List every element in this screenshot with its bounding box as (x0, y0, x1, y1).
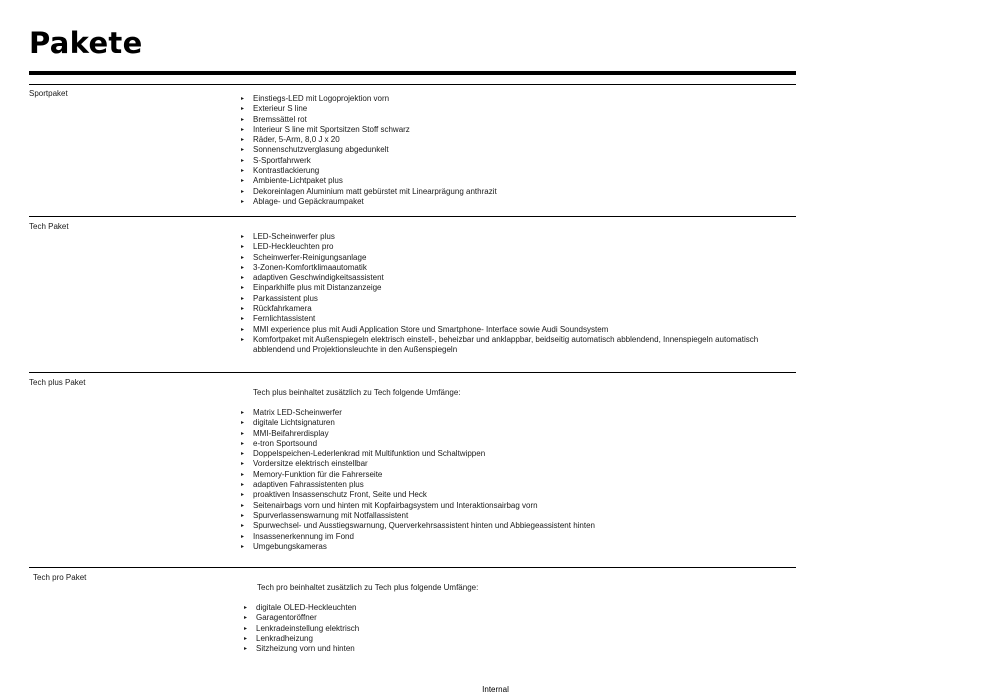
list-item-text: Scheinwerfer-Reinigungsanlage (253, 252, 367, 262)
list-item-text: Spurverlassenswarnung mit Notfallassistent (253, 510, 409, 520)
list-item (241, 283, 781, 293)
list-item (241, 335, 781, 356)
list-item (244, 613, 784, 623)
list-item (241, 325, 781, 335)
bullet-icon: ▸ (241, 178, 245, 185)
list-item-text: Kontrastlackierung (253, 166, 320, 176)
bullet-icon: ▸ (244, 646, 248, 653)
list-item (241, 408, 781, 418)
list-item (241, 135, 781, 145)
list-item-text: Exterieur S line (253, 104, 308, 114)
list-item (241, 176, 781, 186)
title-divider (29, 71, 796, 75)
list-item-text: Ablage- und Gepäckraumpaket (253, 196, 364, 206)
bullet-icon: ▸ (244, 615, 248, 622)
list-item-text: adaptiven Geschwindigkeitsassistent (253, 273, 384, 283)
package-items-tech-pro (244, 603, 784, 654)
bullet-icon: ▸ (241, 264, 245, 271)
list-item-text: Lenkradheizung (256, 633, 313, 643)
bullet-icon: ▸ (241, 410, 245, 416)
list-item (241, 104, 781, 114)
list-item-text: Spurwechsel- und Ausstiegswarnung, Querverkehrsassistent hinten und Abbiegeassistent hinten (253, 521, 595, 531)
bullet-icon: ▸ (241, 198, 245, 205)
list-item (241, 94, 781, 104)
list-item-text: Ambiente-Lichtpaket plus (253, 176, 343, 186)
bullet-icon: ▸ (241, 420, 245, 427)
package-intro-tech-pro: Tech pro beinhaltet zusätzlich zu Tech plus folgende Umfänge: (257, 583, 479, 592)
list-item-text: Dekoreinlagen Aluminium matt gebürstet mit Linearprägung anthrazit (253, 186, 497, 196)
section-divider (29, 567, 796, 568)
list-item (241, 187, 781, 197)
list-item-text: Parkassistent plus (253, 293, 318, 303)
list-item (241, 511, 781, 521)
list-item (241, 145, 781, 155)
section-divider (29, 216, 796, 217)
list-item-text: Insassenerkennung im Fond (253, 531, 354, 541)
list-item (244, 644, 784, 654)
package-items-sportpaket (241, 94, 781, 207)
bullet-icon: ▸ (241, 430, 245, 437)
list-item-text: LED-Heckleuchten pro (253, 242, 334, 252)
bullet-icon: ▸ (241, 126, 245, 133)
list-item-text: Memory-Funktion für die Fahrerseite (253, 469, 383, 479)
list-item-text: Räder, 5-Arm, 8,0 J x 20 (253, 135, 340, 145)
section-divider (29, 372, 796, 373)
list-item-text: Fernlichtassistent (253, 314, 316, 324)
list-item (241, 449, 781, 459)
list-item (241, 490, 781, 500)
list-item (241, 429, 781, 439)
bullet-icon: ▸ (241, 440, 245, 447)
bullet-icon: ▸ (241, 461, 245, 468)
bullet-icon: ▸ (244, 635, 248, 642)
list-item (241, 532, 781, 542)
list-item (241, 521, 781, 531)
list-item-text: S-Sportfahrwerk (253, 155, 311, 165)
list-item (241, 418, 781, 428)
list-item (241, 314, 781, 324)
bullet-icon: ▸ (241, 306, 245, 313)
bullet-icon: ▸ (244, 625, 248, 632)
list-item (241, 273, 781, 283)
list-item-text: Bremssättel rot (253, 114, 307, 124)
list-item-text: digitale OLED-Heckleuchten (256, 603, 357, 612)
list-item-text: LED-Scheinwerfer plus (253, 232, 335, 241)
list-item-text: 3-Zonen-Komfortklimaautomatik (253, 262, 367, 272)
bullet-icon: ▸ (241, 543, 245, 550)
list-item (241, 125, 781, 135)
bullet-icon: ▸ (241, 137, 245, 144)
list-item (241, 439, 781, 449)
package-items-tech (241, 232, 781, 356)
bullet-icon: ▸ (241, 336, 245, 343)
list-item-text: e-tron Sportsound (253, 438, 318, 448)
bullet-icon: ▸ (241, 96, 245, 102)
list-item-text: Komfortpaket mit Außenspiegeln elektrisch einstell-, beheizbar und anklappbar, beidseitig automatisch abblendend, Innenspiegeln automatisch abblendend und Projektionsleuchte in den Außenspiegeln (253, 334, 759, 355)
bullet-icon: ▸ (241, 512, 245, 519)
list-item (241, 115, 781, 125)
list-item-text: Sitzheizung vorn und hinten (256, 644, 355, 654)
list-item (244, 624, 784, 634)
list-item-text: Matrix LED-Scheinwerfer (253, 408, 342, 417)
list-item-text: digitale Lichtsignaturen (253, 418, 335, 428)
bullet-icon: ▸ (241, 502, 245, 509)
package-items-tech-plus (241, 408, 781, 552)
package-name-sportpaket: Sportpaket (29, 89, 68, 98)
list-item (241, 232, 781, 242)
list-item-text: Einparkhilfe plus mit Distanzanzeige (253, 283, 382, 293)
list-item (241, 304, 781, 314)
package-name-tech: Tech Paket (29, 222, 69, 231)
bullet-icon: ▸ (241, 116, 245, 123)
list-item (241, 480, 781, 490)
bullet-icon: ▸ (241, 451, 245, 458)
section-divider (29, 84, 796, 85)
bullet-icon: ▸ (241, 106, 245, 113)
list-item (244, 603, 784, 613)
list-item-text: Seitenairbags vorn und hinten mit Kopfairbagsystem und Interaktionsairbag vorn (253, 500, 538, 510)
list-item (244, 634, 784, 644)
package-name-tech-plus: Tech plus Paket (29, 378, 86, 387)
bullet-icon: ▸ (241, 295, 245, 302)
list-item (241, 156, 781, 166)
list-item (241, 470, 781, 480)
list-item-text: Einstiegs-LED mit Logoprojektion vorn (253, 94, 390, 103)
list-item (241, 501, 781, 511)
bullet-icon: ▸ (241, 147, 245, 154)
page-title: Pakete (29, 26, 143, 60)
bullet-icon: ▸ (241, 482, 245, 489)
bullet-icon: ▸ (241, 326, 245, 333)
bullet-icon: ▸ (241, 471, 245, 478)
bullet-icon: ▸ (241, 285, 245, 292)
list-item-text: Interieur S line mit Sportsitzen Stoff schwarz (253, 124, 410, 134)
bullet-icon: ▸ (244, 605, 248, 611)
list-item-text: Umgebungskameras (253, 541, 327, 551)
bullet-icon: ▸ (241, 188, 245, 195)
package-intro-tech-plus: Tech plus beinhaltet zusätzlich zu Tech folgende Umfänge: (253, 388, 461, 397)
list-item-text: adaptiven Fahrassistenten plus (253, 480, 364, 490)
bullet-icon: ▸ (241, 316, 245, 323)
list-item-text: Sonnenschutzverglasung abgedunkelt (253, 145, 389, 155)
list-item (241, 166, 781, 176)
list-item-text: MMI experience plus mit Audi Application Store und Smartphone- Interface sowie Audi Soundsystem (253, 324, 609, 334)
list-item (241, 294, 781, 304)
list-item-text: MMI-Beifahrerdisplay (253, 428, 329, 438)
list-item (241, 459, 781, 469)
list-item (241, 253, 781, 263)
bullet-icon: ▸ (241, 533, 245, 540)
bullet-icon: ▸ (241, 234, 245, 240)
list-item (241, 197, 781, 207)
bullet-icon: ▸ (241, 523, 245, 530)
bullet-icon: ▸ (241, 254, 245, 261)
list-item (241, 263, 781, 273)
list-item-text: Rückfahrkamera (253, 304, 312, 314)
list-item-text: Lenkradeinstellung elektrisch (256, 623, 360, 633)
list-item-text: Garagentoröffner (256, 613, 317, 623)
list-item-text: Doppelspeichen-Lederlenkrad mit Multifunktion und Schaltwippen (253, 449, 486, 459)
list-item (241, 542, 781, 552)
bullet-icon: ▸ (241, 244, 245, 251)
list-item-text: proaktiven Insassenschutz Front, Seite und Heck (253, 490, 427, 500)
list-item (241, 242, 781, 252)
bullet-icon: ▸ (241, 157, 245, 164)
list-item-text: Vordersitze elektrisch einstellbar (253, 459, 368, 469)
bullet-icon: ▸ (241, 492, 245, 499)
classification-footer: Internal (482, 685, 509, 694)
bullet-icon: ▸ (241, 168, 245, 175)
bullet-icon: ▸ (241, 275, 245, 282)
package-name-tech-pro: Tech pro Paket (33, 573, 87, 582)
